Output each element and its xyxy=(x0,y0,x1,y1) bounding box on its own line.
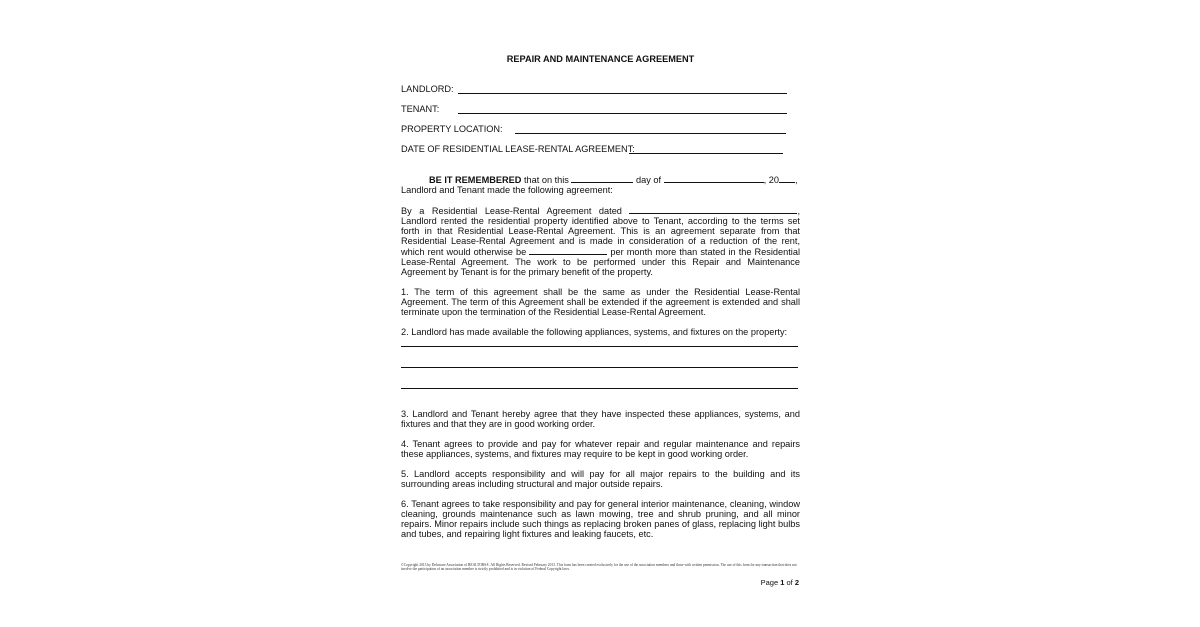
lease-text-b: , Landlord rented the residential property identified above to Tenant, according to the terms set forth in that Residential Lease-Rental Agreement. This is an agreement separate from that Residential Lease-Rental Agreement and is made in consideration of a reduction of the rent, which rent would otherwise be xyxy=(401,206,800,257)
clause-5: 5. Landlord accepts responsibility and will pay for all major repairs to the building and its surrounding areas including structural and major outside repairs. xyxy=(401,469,800,489)
tenant-field xyxy=(401,104,800,114)
clause-4: 4. Tenant agrees to provide and pay for whatever repair and regular maintenance and repairs these appliances, systems, and fixtures may require to be kept in good working order. xyxy=(401,439,800,459)
page-current: 1 xyxy=(780,578,785,587)
landlord-field xyxy=(401,84,800,94)
tenant-blank[interactable] xyxy=(458,113,787,114)
agreement-body xyxy=(401,54,800,549)
clause-2: 2. Landlord has made available the following appliances, systems, and fixtures on the property: xyxy=(401,327,788,337)
appliances-line-2[interactable] xyxy=(401,358,798,368)
intro-text-3: , 20 xyxy=(763,175,779,185)
page-total: 2 xyxy=(794,578,799,587)
clause-3: 3. Landlord and Tenant hereby agree that they have inspected these appliances, systems, and fixtures and that they are in good working order. xyxy=(401,409,800,429)
intro-bold: BE IT REMEMBERED xyxy=(429,175,522,185)
property-location-label: PROPERTY LOCATION: xyxy=(401,124,503,134)
page-of: of xyxy=(784,578,795,587)
intro-text-4: , xyxy=(794,175,798,185)
appliances-line-1[interactable] xyxy=(401,337,798,347)
clause-1: 1. The term of this agreement shall be the same as under the Residential Lease-Rental Agreement. The term of this Agreement shall be extended if the agreement is extended and shall terminate upon the termination of the Residential Lease-Rental Agreement. xyxy=(401,287,800,317)
intro-text-2: day of xyxy=(633,175,664,185)
intro-paragraph xyxy=(401,174,800,195)
page-number xyxy=(700,578,799,587)
lease-paragraph xyxy=(401,205,800,277)
lease-date-blank[interactable] xyxy=(629,153,783,154)
property-location-field xyxy=(401,124,800,134)
lease-dated-blank[interactable] xyxy=(629,205,797,214)
page-prefix: Page xyxy=(760,578,781,587)
day-blank[interactable] xyxy=(571,174,633,183)
intro-text-1: that on this xyxy=(521,175,572,185)
landlord-blank[interactable] xyxy=(458,93,787,94)
intro-text-5: Landlord and Tenant made the following agreement: xyxy=(401,185,613,195)
landlord-label: LANDLORD: xyxy=(401,84,454,94)
month-blank[interactable] xyxy=(664,174,764,183)
tenant-label: TENANT: xyxy=(401,104,440,114)
appliances-line-3[interactable] xyxy=(401,379,798,389)
property-location-blank[interactable] xyxy=(515,133,786,134)
lease-text-c: per month more than stated in the Residential Lease-Rental Agreement. The work to be performed under this Repair and Maintenance Agreement by Tenant is for the primary benefit of the property. xyxy=(401,247,800,277)
clause-6: 6. Tenant agrees to take responsibility and pay for general interior maintenance, cleaning, window cleaning, grounds maintenance such as lawn mowing, tree and shrub pruning, and all minor repairs. Minor repairs include such things as replacing broken panes of glass, replacing light bulbs and tubes, and repairing light fixtures and leaking faucets, etc. xyxy=(401,499,800,539)
lease-date-field xyxy=(401,144,800,154)
lease-text-a: By a Residential Lease-Rental Agreement dated xyxy=(401,206,630,216)
lease-date-label: DATE OF RESIDENTIAL LEASE-RENTAL AGREEMENT: xyxy=(401,144,635,154)
year-blank[interactable] xyxy=(779,174,795,183)
rent-amount-blank[interactable] xyxy=(529,246,607,255)
copyright-notice: ©Copyright 2013 by Delaware Association of REALTORS®. All Rights Reserved. Revised February 2013. This form has been created exclusively for the use of the association members and those with written permission. The use of this form for any transaction that does not involve the participation of an association member is strictly prohibited and is in violation of Federal Copyright laws. xyxy=(401,563,797,572)
document-title: REPAIR AND MAINTENANCE AGREEMENT xyxy=(506,54,695,64)
